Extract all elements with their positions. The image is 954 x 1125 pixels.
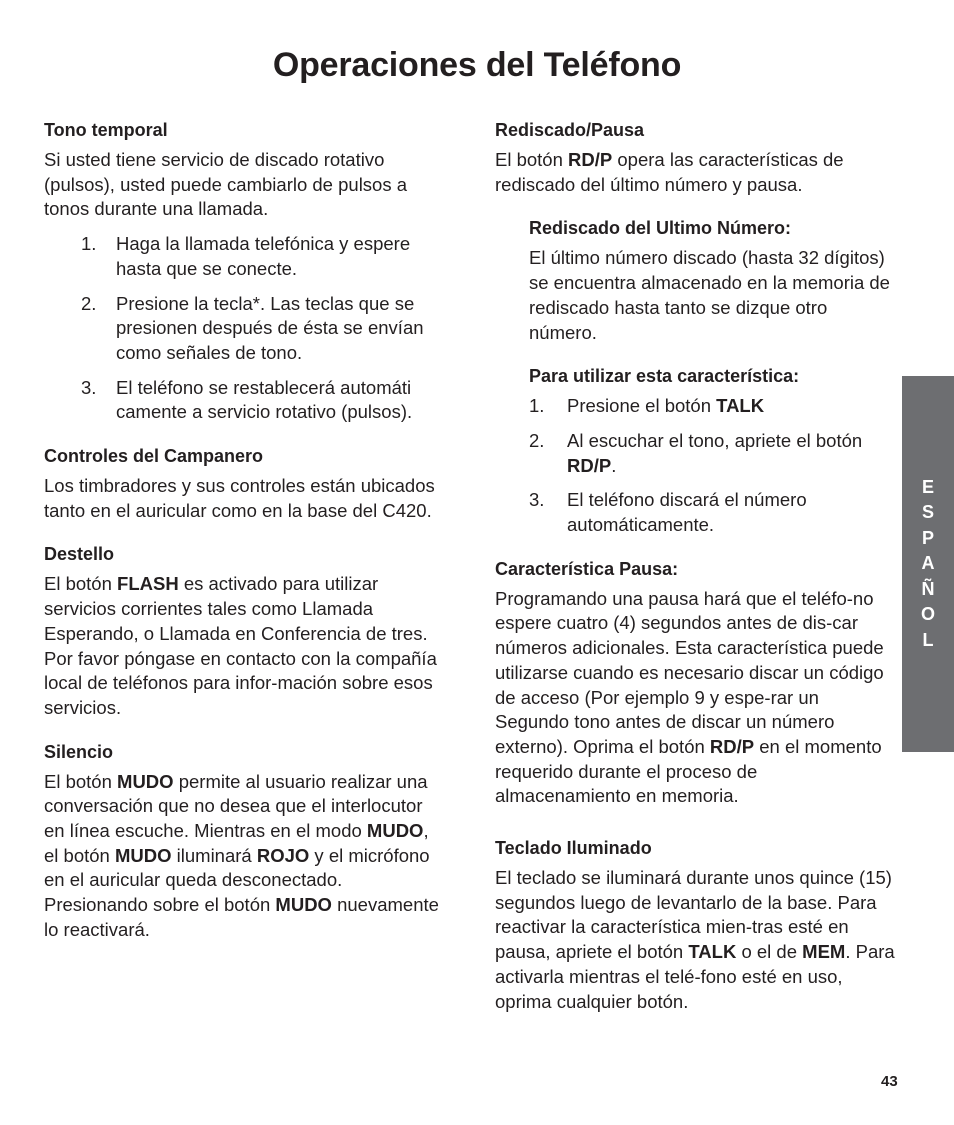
tono-temporal-intro: Si usted tiene servicio de discado rotativo (pulsos), usted puede cambiarlo de pulsos a tonos durante una llamada. bbox=[44, 149, 408, 220]
talk-label: TALK bbox=[716, 395, 765, 417]
mudo-label: MUDO bbox=[114, 844, 172, 866]
step-text: Presione la tecla*. Las teclas que se presionen después de ésta se envían como señales de tono. bbox=[116, 292, 424, 363]
language-tab-espanol: E S P A Ñ O L bbox=[902, 376, 954, 752]
page-number: 43 bbox=[881, 1073, 898, 1090]
section-heading-silencio: Silencio bbox=[44, 741, 114, 762]
subheading-ultimo-numero: Rediscado del Ultimo Número: bbox=[529, 218, 792, 239]
step-number: 2. bbox=[81, 292, 97, 314]
subheading-utilizar: Para utilizar esta característica: bbox=[529, 366, 800, 387]
tono-temporal-steps bbox=[44, 232, 444, 425]
rdp-label: RD/P bbox=[709, 735, 755, 757]
left-column bbox=[44, 118, 444, 943]
rdp-label: RD/P bbox=[568, 149, 613, 170]
destello-text: El botón FLASH es activado para utilizar servicios corrientes tales como Llamada Esperando, o Llamada en Conferencia de tres. Por favor póngase en contacto con la compañía local de teléfonos para infor-mación sobre esos servicios. bbox=[44, 573, 437, 718]
list-item bbox=[44, 292, 444, 366]
talk-label: TALK bbox=[688, 941, 737, 963]
rediscado-text: El botón RD/P opera las características de rediscado del último número y pausa. bbox=[495, 149, 844, 195]
section-heading-campanero: Controles del Campanero bbox=[44, 446, 264, 467]
rojo-label: ROJO bbox=[256, 844, 310, 866]
mudo-label: MUDO bbox=[366, 820, 424, 842]
campanero-text: Los timbradores y sus controles están ubicados tanto en el auricular como en la base del C420. bbox=[44, 475, 435, 521]
utilizar-steps bbox=[529, 394, 897, 538]
section-heading-teclado-iluminado: Teclado Iluminado bbox=[495, 838, 652, 859]
rediscado-subsection bbox=[495, 216, 897, 537]
step-text: Haga la llamada telefónica y espere hasta que se conecte. bbox=[116, 233, 411, 279]
silencio-text: El botón MUDO permite al usuario realizar una conversación que no desea que el interlocutor en línea escuche. Mientras en el modo MUDO, el botón MUDO iluminará ROJO y el micrófono en el auricular queda desconectado. Presionando sobre el botón MUDO nuevamente lo reactivará. bbox=[44, 770, 439, 940]
rdp-label: RD/P bbox=[567, 454, 612, 476]
page-title: Operaciones del Teléfono bbox=[272, 46, 682, 84]
list-item: 3. El teléfono discará el número automáticamente. bbox=[529, 489, 807, 536]
list-item: 2. Al escuchar el tono, apriete el botón RD/P. bbox=[529, 429, 863, 476]
ultimo-numero-text: El último número discado (hasta 32 dígitos) se encuentra almacenado en la memoria de rediscado hasta tanto se dizque otro número. bbox=[529, 247, 890, 343]
step-number: 1. bbox=[81, 233, 97, 255]
pausa-text: Programando una pausa hará que el teléfo-no espere cuatro (4) segundos antes de dis-car números adicionales. Esta característica puede utilizarse cuando es necesario discar un código de acceso (Por ejemplo 9 y espe-rar un Segundo tono antes de discar un número externo). Oprima el botón RD/P en el momento requerido durante el proceso de almacenamiento en memoria. bbox=[495, 587, 884, 807]
section-heading-caracteristica-pausa: Característica Pausa: bbox=[495, 558, 679, 579]
section-heading-destello: Destello bbox=[44, 544, 115, 565]
mudo-label: MUDO bbox=[117, 770, 174, 792]
right-column bbox=[495, 118, 897, 1014]
step-number: 3. bbox=[81, 376, 97, 398]
list-item bbox=[44, 232, 444, 281]
list-item: 1. Presione el botón TALK bbox=[529, 395, 765, 417]
flash-button-label: FLASH bbox=[117, 573, 179, 595]
step-text: El teléfono se restablecerá automáti camente a servicio rotativo (pulsos). bbox=[116, 376, 413, 423]
list-item bbox=[44, 376, 444, 425]
teclado-text: El teclado se iluminará durante unos quince (15) segundos luego de levantarlo de la base. Para reactivar la característica mien-tras esté en pausa, apriete el botón TALK o el de MEM. Para activarla mientras el telé-fono esté en uso, oprima cualquier botón. bbox=[495, 867, 895, 1012]
section-heading-tono-temporal: Tono temporal bbox=[44, 120, 168, 140]
section-heading-rediscado-pausa: Rediscado/Pausa bbox=[495, 120, 645, 140]
mem-label: MEM bbox=[802, 941, 846, 963]
mudo-label: MUDO bbox=[275, 894, 332, 916]
